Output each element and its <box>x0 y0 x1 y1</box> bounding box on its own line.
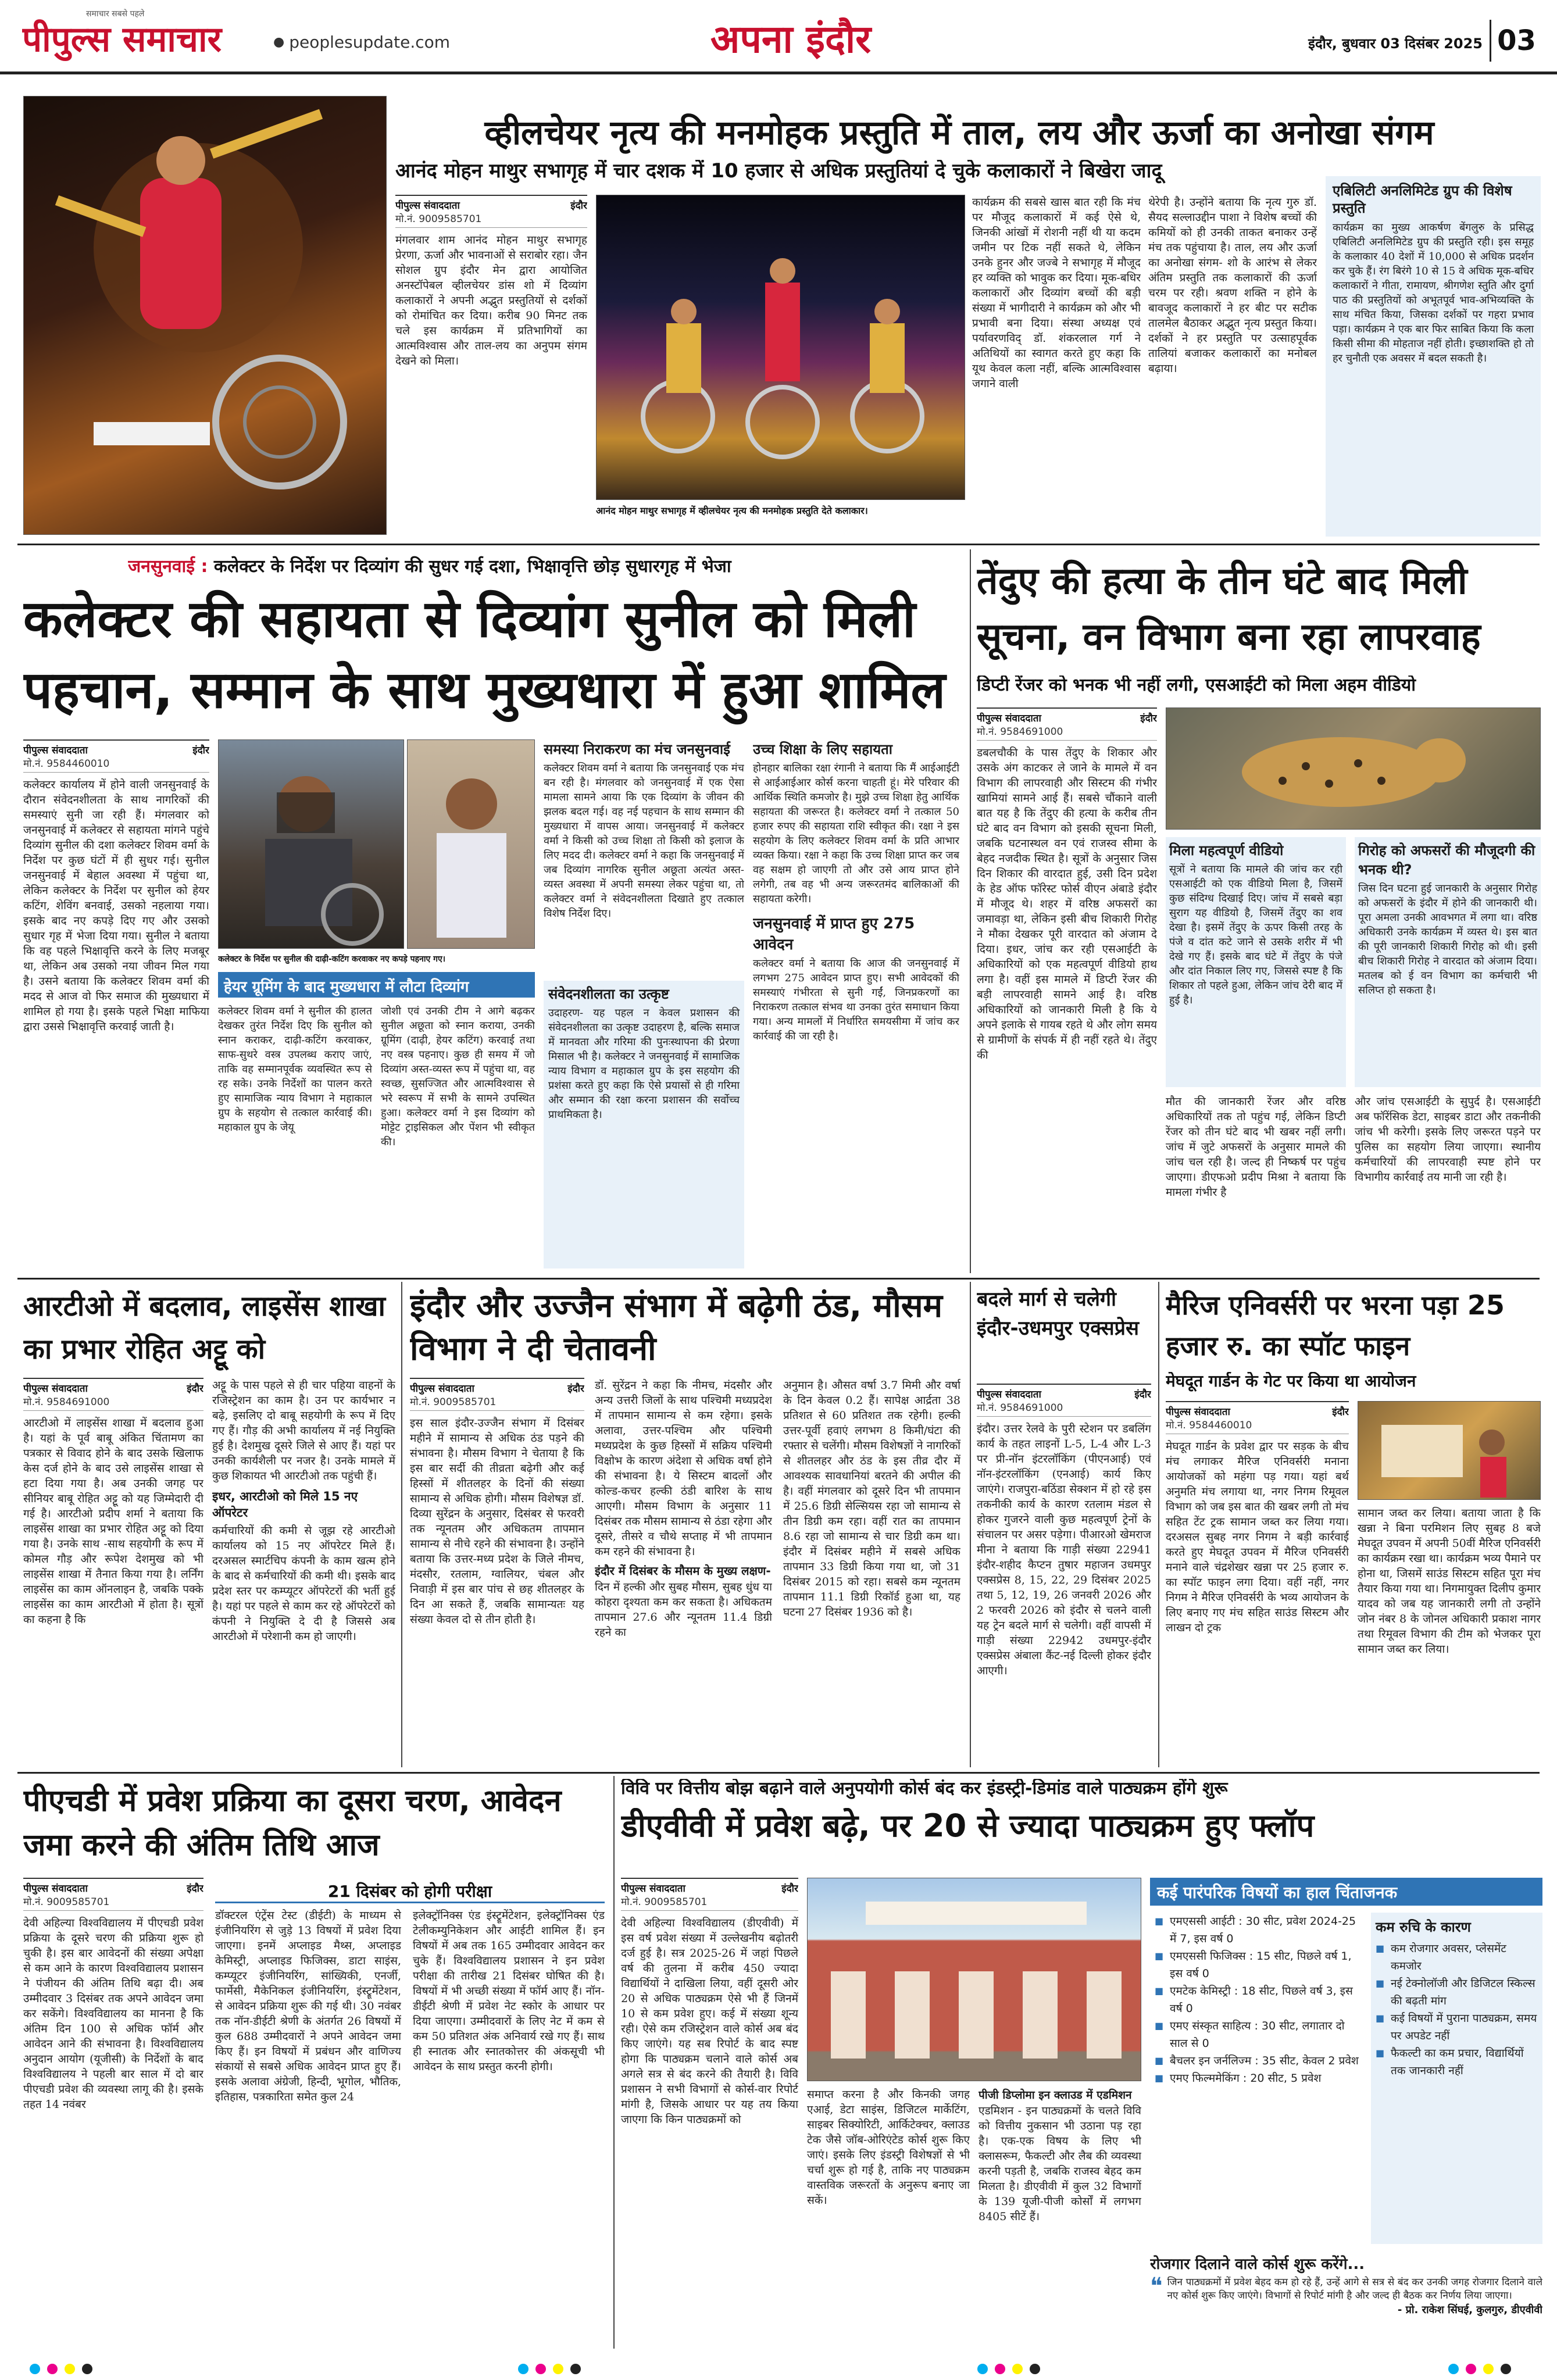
byline-name: पीपुल्स संवाददाता <box>621 1883 685 1895</box>
article2-col-sensitivity <box>544 981 744 1268</box>
website-link[interactable] <box>273 30 471 53</box>
section-name: अपना इंदौर <box>710 17 872 62</box>
article2-col-public-hearing <box>544 739 744 978</box>
article-leopard-killing <box>977 548 1544 1274</box>
article1-col3: थेरेपी है। उन्होंने बताया कि नृत्य गुरु डॉ. सैयद सल्लाउद्दीन पाशा ने विशेष बच्चों की कमियों को ही उनकी ताकत बनाकर उन्हें मंच तक पहुंचाया है। ताल, लय और ऊर्जा का अनोखा संगम- शो के आरंभ से लेकर अंतिम प्रस्तुति तक कलाकारों की ऊर्जा चरम पर रही। श्रवण शक्ति न होने के बावजूद कलाकारों ने हर बीट पर सटीक तालमेल बैठाकर अद्भुत नृत्य प्रस्तुत किया। दर्शकों ने हर प्रस्तुति पर उत्साहपूर्वक तालियां बजाकर कलाकारों का मनोबल बढ़ाया। <box>1148 196 1317 375</box>
divider <box>613 1776 615 2349</box>
article1-col1: मंगलवार शाम आनंद मोहन माथुर सभागृह प्रेरणा, ऊर्जा और भावनाओं से सराबोर रहा। जैन सोशल ग्रुप इंदौर मेन द्वारा आयोजित अनस्टॉपेबल व्हीलचेयर डांस शो में दिव्यांग कलाकारों ने अपनी अद्भुत प्रस्तुतियों से दर्शकों को रोमांचित कर दिया। करीब 90 मिनट तक चले इस कार्यक्रम में प्रतिभागियों का आत्मविश्वास और ताल-लय का अनुपम संगम देखने को मिला। <box>395 234 587 367</box>
article1-deck: आनंद मोहन माथुर सभागृह में चार दशक में 10 हजार से अधिक प्रस्तुतियां दे चुके कलाकारों ने बिखेरा जादू <box>395 160 1162 183</box>
print-registration-strip <box>0 2360 1557 2378</box>
article3-col1 <box>977 707 1157 1268</box>
article8-col1 <box>23 1878 203 2343</box>
leopard-photo <box>1166 707 1541 830</box>
article-davv-courses <box>621 1779 1542 2349</box>
article2-kicker <box>128 553 942 579</box>
subhead-applications: जनसुनवाई में प्राप्त हुए 275 आवेदन <box>753 915 915 953</box>
article9-byline <box>621 1878 798 1895</box>
article8-band: 21 दिसंबर को होगी परीक्षा <box>215 1878 605 1903</box>
masthead <box>0 0 1557 74</box>
article2-band: हेयर ग्रूमिंग के बाद मुख्यधारा में लौटा दिव्यांग <box>218 972 535 998</box>
article8-text1: देवी अहिल्या विश्वविद्यालय में पीएचडी प्रवेश प्रक्रिया के दूसरे चरण की प्रक्रिया शुरू हो चुकी है। इस बार आवेदनों की संख्या अपेक्षा से कम आने के कारण विश्वविद्यालय प्रशासन ने पंजीयन की अंतिम तिथि बढ़ा दी। अब उम्मीदवार 3 दिसंबर तक अपने आवेदन जमा कर सकेंगे। विश्वविद्यालय का मानना है कि अंतिम दिन 100 से अधिक फॉर्म और आवेदन आने की संभावना है। विश्वविद्यालय अनुदान आयोग (यूजीसी) के निर्देशों के बाद विश्वविद्यालय ने पहली बार साल में दो बार पीएचडी प्रवेश की व्यवस्था लागू की है। इसके तहत 14 नवंबर <box>23 1917 203 2111</box>
divider <box>970 549 971 1273</box>
byline-name: पीपुल्स संवाददाता <box>1166 1406 1230 1418</box>
leopard-illustration <box>1166 708 1541 830</box>
article9-kicker: विवि पर वित्तीय बोझ बढ़ाने वाले अनुपयोगी कोर्स बंद कर इंडस्ट्री-डिमांड वाले पाठ्यक्रम होंगे शुरू <box>621 1779 1228 1799</box>
byline-city: इंदौर <box>567 1383 584 1395</box>
wheelchair-group-photo <box>596 195 965 500</box>
article5-text1: इस साल इंदौर-उज्जैन संभाग में दिसंबर महीने में सामान्य से अधिक ठंड पड़ने की संभावना है। मौसम विभाग ने चेताया है कि इस बार सर्दी की तीव्रता बढ़ेगी और कई हिस्सों में शीतलहर के दिनों की संख्या सामान्य से अधिक होगी। मौसम विशेषज्ञ डॉ. दिव्या सुरेंद्रन के अनुसार, दिसंबर से फरवरी तक न्यूनतम और अधिकतम तापमान सामान्य से नीचे रहने की संभावना है। उन्होंने बताया कि उत्तर-मध्य प्रदेश के जिले नीमच, मंदसौर, रतलाम, ग्वालियर, चंबल और निवाड़ी में इस बार पांच से छह शीतलहर के दिन आ सकते हैं, जबकि सामान्यतः यह संख्या केवल दो से तीन होती है। <box>410 1417 584 1626</box>
article8-mobile: मो.नं. 9009585701 <box>23 1895 203 1911</box>
article1-byline <box>395 195 587 212</box>
infobox-heading: कई पारंपरिक विषयों का हाल चिंताजनक <box>1150 1878 1542 1906</box>
article2-photo-caption: कलेक्टर के निर्देश पर सुनील की दाढ़ी-कटिंग करवाकर नए कपड़े पहनाए गए। <box>218 955 445 964</box>
article6-mobile: मो.नं. 9584691000 <box>977 1400 1151 1417</box>
article9-text3: एडमिशन - इन पाठ्यक्रमों के चलते विवि को वित्तीय नुकसान भी उठाना पड़ रहा है। एक-एक विषय के लिए भी क्लासरूम, फैकल्टी और लैब की व्यवस्था करनी पड़ती है, जबकि राजस्व बेहद कम मिलता है। डीएवीवी में कुल 32 विभागों के 139 यूजी-पीजी कोर्सों में लगभग 8405 सीटें हैं। <box>979 2104 1141 2223</box>
article2-mobile: मो.नं. 9584460010 <box>23 756 209 773</box>
subhead-video: मिला महत्वपूर्ण वीडियो <box>1169 842 1284 859</box>
article4-headline: आरटीओ में बदलाव, लाइसेंस शाखा का प्रभार रोहित अट्टू को <box>23 1290 385 1366</box>
subhead-sensitivity: संवेदनशीलता का उत्कृष्ट <box>548 986 669 1002</box>
stage-illustration <box>597 195 966 501</box>
byline-name: पीपुल्स संवाददाता <box>410 1383 474 1395</box>
article6-col1 <box>977 1384 1151 1767</box>
reasons-box <box>1371 1913 1542 2244</box>
education-text: होनहार बालिका रक्षा रंगानी ने बताया कि मैं आईआईटी से आईआईआर कोर्स करना चाहती हूं। मेरे परिवार की आर्थिक स्थिति कमजोर है। मुझे उच्च शिक्षा हेतु आर्थिक सहायता की जरूरत है। कलेक्टर वर्मा ने तत्काल 50 हजार रुपए की सहायता राशि स्वीकृत की। रक्षा ने इस सहयोग के लिए कलेक्टर शिवम वर्मा के प्रति आभार व्यक्त किया। रक्षा ने कहा कि उच्च शिक्षा प्राप्त कर जब वह सक्षम हो जाएगी तो और उसे आय प्राप्त होने लगेगी, तब वह भी अन्य जरूरतमंद बालिकाओं की सहायता करेगी। <box>753 762 959 905</box>
article9-headline: डीएवीवी में प्रवेश बढ़े, पर 20 से ज्यादा पाठ्यक्रम हुए फ्लॉप <box>621 1808 1315 1844</box>
article2-text1: कलेक्टर कार्यालय में होने वाली जनसुनवाई के दौरान संवेदनशीलता के साथ नागरिकों की समस्याएं सुनी जा रही हैं। मंगलवार को जनसुनवाई में कलेक्टर से सहायता मांगने पहुंचे दिव्यांग सुनील की दशा कलेक्टर शिवम वर्मा के निर्देश पर कुछ घंटों में ही सुधर गई। सुनील जनसुनवाई में बेहाल अवस्था में पहुंचा था, लेकिन कलेक्टर के निर्देश पर सुनील को हेयर कटिंग, शेविंग बनवाई, उसको नहलाया गया। इसके बाद नए कपड़े दिए गए और उसको सुधार गृह में भेजा दिया गया। सुनील ने बताया कि वह पहले भिक्षावृत्ति करने के लिए मजबूर था, लेकिन अब उसको नया जीवन मिल गया है। उसने बताया कि कलेक्टर शिवम वर्मा की मदद से आज वो फिर समाज की मुख्यधारा में शामिल हो गया है। इसके पहले भिक्षा माफिया द्वारा उससे भिक्षावृत्ति करवाई जाती है। <box>23 778 209 1033</box>
article4-byline <box>23 1378 203 1395</box>
list-item: ■ एमए संस्कृत साहित्य : 30 सीट, लगातार दो साल से 0 <box>1155 2017 1364 2052</box>
byline-city: इंदौर <box>187 1383 203 1395</box>
building-illustration <box>808 1878 1142 2082</box>
quote-mark-icon: ❝ <box>1150 2273 1163 2300</box>
video-text: सूत्रों ने बताया कि मामले की जांच कर रही एसआईटी को एक वीडियो मिला है, जिसमें कुछ संदिग्ध दिखाई दिए। जांच में सबसे बड़ा सुराग यह वीडियो है, जिसमें तेंदुए का शव देखा है। इसमें तेंदुए के ऊपर किसी तरह के पंजे व दांत कटे जाने से उसके शरीर में भी देखे गए हैं। इसके बाद घंटे में तेंदुए के पंजे और दांत निकाल लिए गए, जिससे स्पष्ट है कि शिकार तो पहले हुआ, लेकिन जांच देरी बाद में हुई है। <box>1169 863 1342 1006</box>
article1-headline: व्हीलचेयर नृत्य की मनमोहक प्रस्तुति में ताल, लय और ऊर्जा का अनोखा संगम <box>484 113 1434 152</box>
list-item: ■ एमएससी फिजिक्स : 15 सीट, पिछले वर्ष 1, इस वर्ष 0 <box>1155 1947 1364 1982</box>
article-cold-warning <box>410 1285 962 1773</box>
article4-mobile: मो.नं. 9584691000 <box>23 1395 203 1411</box>
article5-text2: डॉ. सुरेंद्रन ने कहा कि नीमच, मंदसौर और अन्य उत्तरी जिलों के साथ पश्चिमी मध्यप्रदेश में तापमान सामान्य से कम रहेगा। इसके अलावा, उत्तर-पश्चिम और पश्चिमी मध्यप्रदेश के कुछ हिस्सों में सक्रिय पश्चिमी विक्षोभ के कारण अंदेशा से अधिक वर्षा होने की संभावना है। ये सिस्टम बादलों और कोल्ड-कचर हल्की ठंडी बारिश के साथ आएगी। मौसम विभाग के अनुसार 11 दिसंबर तक मौसम सामान्य से ठंडा रहेगा और दूसरे, तीसरे व चौथे सप्ताह में भी तापमान कम रहने की संभावना है। <box>595 1379 772 1558</box>
list-item: ■ नई टेक्नोलॉजी और डिजिटल स्किल्स की बढ़ती मांग <box>1376 1975 1538 2010</box>
byline-city: इंदौर <box>1140 713 1157 724</box>
list-item: ■ फैकल्टी का कम प्रचार, विद्यार्थियों तक जानकारी नहीं <box>1376 2045 1538 2079</box>
course-list <box>1155 1913 1364 2087</box>
december-text: दिन में हल्की और सुबह मौसम, सुबह धुंध या कोहरा दृश्यता कम कर सकता है। अधिकतम तापमान 27.6 और न्यूनतम 11.4 डिग्री रहने का <box>595 1581 772 1639</box>
kicker-label: जनसुनवाई : <box>128 556 208 577</box>
registration-marks-icon <box>0 2360 1557 2378</box>
article3-box-gang <box>1355 837 1541 1087</box>
website-url: peoplesupdate.com <box>289 32 451 52</box>
list-item: ■ एमए फिल्ममेकिंग : 20 सीट, 5 प्रवेश <box>1155 2070 1364 2087</box>
subhead-hearing: समस्या निराकरण का मंच जनसुनवाई <box>544 741 730 757</box>
article6-text1: इंदौर। उत्तर रेलवे के पुरी स्टेशन पर डबलिंग कार्य के तहत लाइनों L-5, L-4 और L-3 पर प्री-नॉन इंटरलॉकिंग (पीएनआई) एवं नॉन-इंटरलॉकिंग (एनआई) कार्य किए जाएंगे। राजपुरा-बठिंडा सेक्शन में हो रहे इस तकनीकी कार्य के कारण रतलाम मंडल से होकर गुजरने वाली कुछ महत्वपूर्ण ट्रेनों के संचालन पर असर पड़ेगा। पीआरओ खेमराज मीना ने बताया कि गाड़ी संख्या 22941 इंदौर-शहीद कैप्टन तुषार महाजन उधमपुर एक्सप्रेस 8, 15, 22, 29 दिसंबर 2025 तथा 5, 12, 19, 26 जनवरी 2026 और 2 फरवरी 2026 को इंदौर से चलने वाली यह ट्रेन बदले मार्ग से चलेगी। वहीं वापसी में गाड़ी संख्या 22942 उधमपुर-इंदौर एक्सप्रेस अंबाला कैंट-नई दिल्ली होकर इंदौर आएगी। <box>977 1423 1151 1677</box>
byline-city: इंदौर <box>192 745 209 756</box>
article2-col1 <box>23 739 209 1268</box>
globe-icon: ● <box>273 34 285 49</box>
subhead-december: इंदौर में दिसंबर के मौसम के मुख्य लक्षण- <box>595 1564 771 1578</box>
article5-col2 <box>595 1378 772 1767</box>
quote-text: जिन पाठ्यक्रमों में प्रवेश बेहद कम हो रहे हैं, उन्हें आगे से सत्र से बंद कर उनकी जगह रोजगार दिलाने वाले नए कोर्स शुरू किए जाएंगे। विभागों से रिपोर्ट मांगी है और जल्द ही बैठक कर निर्णय लिया जाएगा। <box>1167 2277 1542 2302</box>
article5-col1 <box>410 1378 584 1767</box>
subhead-diploma: पीजी डिप्लोमा इन क्लाउड में एडमिशन <box>979 2089 1132 2102</box>
reasons-heading: कम रुचि के कारण <box>1376 1919 1471 1935</box>
article5-text3: अनुमान है। औसत वर्षा 3.7 मिमी और वर्षा के दिन केवल 0.2 हैं। सापेक्ष आर्द्रता 38 प्रतिशत से 60 प्रतिशत तक रहेगी। हल्की उत्तर-पूर्वी हवाएं लगभग 8 किमी/घंटा की रफ्तार से चलेंगी। मौसम विशेषज्ञों ने नागरिकों से शीतलहर और ठंड के इस तीव्र दौर में आवश्यक सावधानियां बरतने की अपील की है। वहीं मंगलवार को दूसरे दिन भी तापमान में 25.6 डिग्री सेल्सियस रहा जो सामान्य से तीन डिग्री कम रहा। वहीं रात का तापमान 8.6 रहा जो सामान्य से चार डिग्री कम था। इंदौर में दिसंबर महीने में सबसे अधिक तापमान 33 डिग्री किया गया था, जो 31 दिसंबर 2015 को रहा। सबसे कम न्यूनतम तापमान 11.1 डिग्री रिकॉर्ड हुआ था, यह घटना 27 दिसंबर 1936 को है। <box>783 1379 960 1618</box>
operators-text: कर्मचारियों की कमी से जूझ रहे आरटीओ कार्यालय को 15 नए ऑपरेटर मिले हैं। दरअसल स्मार्टचिप कंपनी के काम खत्म होने के बाद से कर्मचारियों की कमी थी। इसके बाद प्रदेश स्तर पर कम्प्यूटर ऑपरेटरों की भर्ती हुई है। यहां पर पहले से काम कर रहे ऑपरेटरों को कंपनी ने नियुक्ति दे दी है जिससे अब आरटीओ में परेशानी कम हो जाएगी। <box>212 1524 395 1643</box>
article7-text1: मेघदूत गार्डन के प्रवेश द्वार पर सड़क के बीच मंच लगाकर मैरिज एनिवर्सरी मनाना आयोजकों को महंगा पड़ गया। यहां बर्थ अनुमति मंच लगाया था, नगर निगम रिमूवल विभाग को जब इस बात की खबर लगी तो मंच सहित टेंट ट्रक सामान जब्त कर लिया गया। दरअसल सुबह नगर निगम ने बड़ी कार्रवाई करते हुए मेघदूत उपवन में मैरिज एनिवर्सरी मनाने वाले चंद्रशेखर खन्ना पर 25 हजार रु. का स्पॉट फाइन लगा दिया। वहीं नहीं, नगर निगम ने मैरिज एनिवर्सरी के भव्य आयोजन के लिए बनाए गए मंच सहित साउंड सिस्टम और लाखन दो ट्रक <box>1166 1440 1349 1634</box>
divider <box>17 1772 1540 1774</box>
dancer-photo <box>23 96 387 535</box>
page-number: 03 <box>1490 20 1542 62</box>
byline-name: पीपुल्स संवाददाता <box>977 1389 1041 1400</box>
article9-quote <box>1150 2253 1542 2346</box>
list-item: ■ एमएससी आईटी : 30 सीट, प्रवेश 2024-25 में 7, इस वर्ष 0 <box>1155 1913 1364 1947</box>
article9-text2: समाप्त करना है और किनकी जगह एआई, डेटा साइंस, डिजिटल मार्केटिंग, साइबर सिक्योरिटी, आर्किटेक्चर, क्लाउड टेक जैसे जॉब-ओरिएंटेड कोर्स शुरू किए जाएं। इसके लिए इंडस्ट्री विशेषज्ञों से भी चर्चा शुरू हो गई है, ताकि नए पाठ्यक्रम वास्तविक जरूरतों के अनुरूप बनाए जा सकें। <box>807 2088 970 2207</box>
sensitivity-text: उदाहरण- यह पहल न केवल प्रशासन की संवेदनशीलता का उत्कृष्ट उदाहरण है, बल्कि समाज में मानवता और गरिमा की पुनःस्थापना की प्रेरणा मिसाल भी है। कलेक्टर ने जनसुनवाई में सामाजिक न्याय विभाग व महाकाल ग्रुप के इस सहयोग की प्रशंसा करते हुए कहा कि ऐसे प्रयासों से ही गरिमा और सम्मान की रक्षा करना प्रशासन की सर्वोच्च प्राथमिकता है। <box>548 1007 740 1121</box>
applications-text: कलेक्टर वर्मा ने बताया कि आज की जनसुनवाई में लगभग 275 आवेदन प्राप्त हुए। सभी आवेदकों की समस्याएं गंभीरता से सुनी गईं, जिनप्रकरणों का निराकरण तत्काल संभव था उनका तुरंत समाधान किया गया। अन्य मामलों में निर्धारित समयसीमा में जांच कर कार्रवाई की जा रही है। <box>753 957 959 1042</box>
divider <box>1158 1282 1159 1767</box>
article9-col2 <box>807 2087 970 2343</box>
byline-city: इंदौर <box>187 1883 203 1895</box>
reasons-list <box>1376 1940 1538 2079</box>
article-anniversary-fine <box>1166 1285 1541 1773</box>
dancer-illustration <box>24 97 387 535</box>
quote-body <box>1150 2273 1542 2303</box>
article-phd-admission <box>23 1779 608 2349</box>
divider <box>401 1282 402 1767</box>
quote-author: - प्रो. राकेश सिंघई, कुलगुरु, डीएवीवी <box>1397 2304 1542 2316</box>
article8-text2: डॉक्टरल एंट्रेंस टेस्ट (डीईटी) के माध्यम से इंजीनियरिंग से जुड़े 13 विषयों में प्रवेश दिया जाएगा। इनमें अप्लाइड मैथ्स, अप्लाइड केमिस्ट्री, अप्लाइड फिजिक्स, डाटा साइंस, कम्प्यूटर इंजीनियरिंग, सांख्यिकी, एनर्जी, फार्मेसी, मैकेनिकल इंजीनियरिंग, इंस्ट्रूमेंटेशन, से आवेदन प्रक्रिया शुरू की गई थी। 30 नवंबर तक नॉन-डीईटी श्रेणी के अंतर्गत 26 विषयों में कुल 688 उम्मीदवारों ने अपने आवेदन जमा किए हैं। इन विषयों में प्रबंधन और वाणिज्य संकायों से सबसे अधिक आवेदन प्राप्त हुए हैं। इसके अलावा अंग्रेजी, हिन्दी, भूगोल, भौतिक, इतिहास, पत्रकारिता समेत कुल 24 <box>215 1909 401 2103</box>
logo-tagline: समाचार सबसे पहले <box>86 9 145 19</box>
article3-text1: डबलचौकी के पास तेंदुए के शिकार और उसके अंग काटकर ले जाने के मामले में वन विभाग की लापरवाही और सिस्टम की गंभीर खामियां सामने आई हैं। सबसे चौंकाने वाली बात यह है कि तेंदुए की हत्या के करीब तीन घंटे बाद वन विभाग को इसकी सूचना मिली, जबकि घटनास्थल वन एवं राजस्व सीमा के बेहद नजदीक स्थित है। सूत्रों के अनुसार जिस दिन शिकार की वारदात हुई, उसी दिन प्रदेश के हेड ऑफ फॉरेस्ट फोर्स वीएन अंबाडे इंदौर में मौजूद थे। शहर में वरिष्ठ अफसरों का जमावड़ा था, लेकिन इसी बीच शिकारी गिरोह ने मौका देखकर पूरी वारदात को अंजाम दे दिया। इधर, जांच कर रही एसआईटी के अधिकारियों को एक महत्वपूर्ण वीडियो हाथ लगा है। वहीं इस मामले में डिप्टी रेंजर की बड़ी लापरवाही सामने आई है। वरिष्ठ अधिकारियों को जानकारी मिली है कि ये अपने इलाके से गायब रहते थे और लोग समय से ग्रामीणों के संपर्क में ही नहीं रहते थे। तेंदुए की <box>977 746 1157 1062</box>
sunil-after-photo <box>407 739 535 949</box>
article1-byline-block <box>395 195 587 532</box>
list-item: ■ बैचलर इन जर्नलिज्म : 35 सीट, केवल 2 प्रवेश <box>1155 2052 1364 2070</box>
stage-seized-illustration <box>1358 1402 1541 1500</box>
divider <box>17 1278 1540 1280</box>
byline-name: पीपुल्स संवाददाता <box>23 1383 88 1395</box>
article7-col1 <box>1166 1401 1349 1767</box>
sidebar-heading: एबिलिटी अनलिमिटेड ग्रुप की विशेष प्रस्तुति <box>1333 183 1512 216</box>
divider <box>970 1282 971 1767</box>
byline-name: पीपुल्स संवाददाता <box>977 713 1041 724</box>
article8-text3: इलेक्ट्रॉनिक्स एंड इंस्ट्रूमेंटेशन, इलेक्ट्रॉनिक्स एंड टेलीकम्युनिकेशन और आईटी शामिल हैं। इन विषयों में अब तक 165 उम्मीदवार आवेदन कर चुके हैं। विश्वविद्यालय प्रशासन ने इन प्रवेश परीक्षा की तारीख 21 दिसंबर घोषित की है। विषयों में भी अच्छी संख्या में फॉर्म आए हैं। नॉन-डीईटी श्रेणी में प्रवेश नेट स्कोर के आधार पर दिया जाएगा। उम्मीदवारों के लिए नेट में कम से कम 50 प्रतिशत अंक अनिवार्य रखे गए हैं। साथ ही स्नातक और स्नातकोत्तर की अंकसूची भी आवेदन के साथ प्रस्तुत करनी होगी। <box>413 1909 605 2073</box>
article2-headline: कलेक्टर की सहायता से दिव्यांग सुनील को मिली पहचान, सम्मान के साथ मुख्यधारा में हुआ शामिल <box>23 589 946 720</box>
article3-text3: और जांच एसआईटी के सुपुर्द है। एसआईटी अब फॉरेंसिक डेटा, साइबर डाटा और तकनीकी जांच भी करेगी। इसके लिए जरूरत पड़ने पर पुलिस का सहयोग लिया जाएगा। स्थानीय कर्मचारियों की लापरवाही स्पष्ट होने पर विभागीय कार्रवाई तय मानी जा रही है। <box>1355 1095 1541 1184</box>
logo-text: पीपुल्स समाचार <box>22 19 222 60</box>
byline-name: पीपुल्स संवाददाता <box>395 200 460 212</box>
dateline: इंदौर, बुधवार 03 दिसंबर 2025 <box>1308 35 1483 52</box>
article-wheelchair-dance <box>0 78 1557 541</box>
article9-mobile: मो.नं. 9009585701 <box>621 1895 798 1911</box>
article1-mobile: मो.नं. 9009585701 <box>395 212 587 228</box>
article5-headline: इंदौर और उज्जैन संभाग में बढ़ेगी ठंड, मौसम विभाग ने दी चेतावनी <box>410 1287 943 1368</box>
article4-text1: आरटीओ में लाइसेंस शाखा में बदलाव हुआ है। यहां के पूर्व बाबू अंकित चिंतामण का पत्रकार से विवाद होने के बाद उसके खिलाफ केस दर्ज होने के बाद उसे लाइसेंस शाखा से हटा दिया गया है। अब उनकी जगह पर सीनियर बाबू रोहित अट्टू को यह जिम्मेदारी दी गई है। आरटीओ प्रदीप शर्मा ने बताया कि लाइसेंस शाखा का प्रभार रोहित अट्टू को दिया गया है। उनके साथ -साथ सहयोगी के रूप में कोमल गौड़ और रूपेश देशमुख को भी लाइसेंस शाखा में तैनात किया गया है। लर्निंग लाइसेंस का काम ऑनलाइन है, जबकि पक्के लाइसेंस का काम आरटीओ में होता है। सूत्रों का कहना है कि <box>23 1417 203 1626</box>
article5-byline <box>410 1378 584 1395</box>
article6-byline <box>977 1384 1151 1400</box>
article2-byline <box>23 739 209 756</box>
article3-byline <box>977 707 1157 724</box>
list-item: ■ एमटेक केमिस्ट्री : 18 सीट, पिछले वर्ष 3, इस वर्ष 0 <box>1155 1982 1364 2017</box>
article3-headline: तेंदुए की हत्या के तीन घंटे बाद मिली सूचना, वन विभाग बना रहा लापरवाह <box>977 560 1481 659</box>
quote-heading: रोजगार दिलाने वाले कोर्स शुरू करेंगे... <box>1150 2256 1365 2273</box>
article-collector-help <box>0 548 968 1274</box>
subhead-gang: गिरोह को अफसरों की मौजूदगी की भनक थी? <box>1358 842 1535 878</box>
article3-mobile: मो.नं. 9584691000 <box>977 724 1157 741</box>
gang-text: जिस दिन घटना हुई जानकारी के अनुसार गिरोह को अफसरों के इंदौर में होने की जानकारी थी। पूरा अमला उनकी आवभगत में लगा था। वरिष्ठ अधिकारी उनके कार्यक्रम में व्यस्त थे। इस बात की पूरी जानकारी शिकारी गिरोह को थी। इसी बीच शिकारी गिरोह ने वारदात को अंजाम दिया। मतलब को ई वन विभाग का कर्मचारी भी सलिप्त हो सकता है। <box>1358 882 1537 996</box>
byline-city: इंदौर <box>1332 1406 1349 1418</box>
article9-infobox <box>1150 1878 1542 2250</box>
sidebar-text: कार्यक्रम का मुख्य आकर्षण बेंगलुरु के प्रसिद्ध एबिलिटी अनलिमिटेड ग्रुप की प्रस्तुति रही। इस समूह के कलाकार 40 देशों में 10,000 से अधिक प्रदर्शन कर चुके हैं। रंग बिरंगे 10 से 15 वे अधिक मूक-बधिर कलाकारों ने गीता, रामायण, श्रीगणेश स्तुति और दुर्गा पाठ की प्रस्तुतियों को अभूतपूर्व भाव-अभिव्यक्ति के साथ मंचित किया, जिसका दर्शकों पर गहरा प्रभाव पड़ा। कार्यक्रम ने एक बार फिर साबित किया कि कला किसी सीमा की मोहताज नहीं होती। इच्छाशक्ति हो तो हर चुनौती एक अवसर में बदल सकती है। <box>1333 221 1534 364</box>
stage-seized-photo <box>1358 1401 1541 1500</box>
byline-city: इंदौर <box>570 200 587 212</box>
byline-city: इंदौर <box>781 1883 798 1895</box>
byline-city: इंदौर <box>1134 1389 1151 1400</box>
article2-grooming-col2: जोशी एवं उनकी टीम ने आगे बढ़कर सुनील अछूता को स्नान कराया, उनकी ग्रूमिंग (दाढ़ी, हेयर कटिंग) करवाई तथा नए वस्त्र पहनाए। कुछ ही समय में जो दिव्यांग अस्त-व्यस्त रूप में पहुंचा था, वह स्वच्छ, सुसज्जित और आत्मविश्वास से भरे स्वरूप में सभी के सामने उपस्थित हुआ। कलेक्टर वर्मा ने इस दिव्यांग को मोट्टेट ट्राइसिकल और पेंशन भी स्वीकृत की। <box>381 1005 535 1148</box>
sunil-before-photo <box>218 739 404 949</box>
article7-text2: सामान जब्त कर लिया। बताया जाता है कि खन्ना ने बिना परमिशन लिए सुबह 8 बजे मेघदूत उपवन में अपनी 50वीं मैरिज एनिवर्सरी का कार्यक्रम रखा था। कार्यक्रम भव्य पैमाने पर होना था, जिसमें साउंड सिस्टम सहित पूरा मंच तैयार किया गया था। निगमायुक्त दिलीप कुमार यादव को जब यह जानकारी लगी तो उन्होंने जोन नंबर 8 के जोनल अधिकारी प्रकाश नागर तथा रिमूवल विभाग की टीम को भेजकर पूरा सामान जब्त कर लिया। <box>1358 1507 1541 1656</box>
article6-headline: बदले मार्ग से चलेगी इंदौर-उधमपुर एक्सप्रेस <box>977 1288 1139 1340</box>
article7-byline <box>1166 1401 1349 1418</box>
person-after-illustration <box>408 740 535 949</box>
list-item: ■ कम रोजगार अवसर, प्लेसमेंट कमजोर <box>1376 1940 1538 1975</box>
article7-mobile: मो.नं. 9584460010 <box>1166 1418 1349 1434</box>
article7-headline: मैरिज एनिवर्सरी पर भरना पड़ा 25 हजार रु. का स्पॉट फाइन <box>1166 1289 1505 1361</box>
article3-deck: डिप्टी रेंजर को भनक भी नहीं लगी, एसआईटी को मिला अहम वीडियो <box>977 676 1416 695</box>
subhead-operators: इधर, आरटीओ को मिले 15 नए ऑपरेटर <box>212 1489 358 1520</box>
article5-mobile: मो.नं. 9009585701 <box>410 1395 584 1411</box>
divider <box>17 544 1540 545</box>
article9-col3 <box>979 2087 1141 2343</box>
article9-text1: देवी अहिल्या विश्वविद्यालय (डीएवीवी) में इस वर्ष प्रवेश संख्या में उल्लेखनीय बढ़ोतरी दर्ज हुई है। सत्र 2025-26 में जहां पिछले वर्ष की तुलना में करीब 450 ज्यादा विद्यार्थियों ने दाखिला लिया, वहीं दूसरी ओर 20 से अधिक पाठ्यक्रम ऐसे भी हैं जिनमें 10 से कम प्रवेश हुए। कई में संख्या शून्य रही। ऐसे कम रजिस्ट्रेशन वाले कोर्स अब बंद किए जाएंगे। यह सब रिपोर्ट के बाद स्पष्ट होगा कि पाठ्यक्रम चलाने वाले कोर्स अब अगले सत्र से बंद करने की तैयारी है। विवि प्रशासन ने सभी विभागों से कोर्स-वार रिपोर्ट मांगी है, जिसके आधार पर यह तय किया जाएगा कि किन पाठ्यक्रमों को <box>621 1917 798 2126</box>
article1-photo-caption: आनंद मोहन माथुर सभागृह में व्हीलचेयर नृत्य की मनमोहक प्रस्तुति देते कलाकार। <box>596 505 868 516</box>
list-item: ■ कई विषयों में पुराना पाठ्यक्रम, समय पर अपडेट नहीं <box>1376 2010 1538 2045</box>
article1-col2: कार्यक्रम की सबसे खास बात रही कि मंच पर मौजूद कलाकारों में कई ऐसे थे, जिनकी आंखों में रोशनी नहीं थी या कदम जमीन पर टिक नहीं सकते थे, लेकिन उनके हुनर और जज्बे ने सभागृह में मौजूद हर व्यक्ति को भावुक कर दिया। मूक-बधिर कलाकारों और दिव्यांग बच्चों की बड़ी संख्या में भागीदारी ने कार्यक्रम को और भी प्रभावी बना दिया। संस्था अध्यक्ष एवं पर्यावरणविद् डॉ. शंकरलाल गर्ग ने अतिथियों का स्वागत करते हुए कहा कि यूथ केवल कला नहीं, बल्कि आत्मविश्वास जगाने वाली <box>972 196 1141 390</box>
newspaper-logo <box>22 8 290 64</box>
article-train-diversion <box>977 1285 1151 1773</box>
article4-text2: अट्टू के पास पहले से ही चार पहिया वाहनों के रजिस्ट्रेशन का काम है। उन पर कार्यभार न बढ़े, इसलिए दो बाबू सहयोगी के रूप में दिए गए हैं। गौड़ की अभी कार्यालय में नई नियुक्ति हुई है। देशमुख दूसरे जिले से आए हैं। यहां पर उनकी कार्यशैली पर नजर है। उनके मामले में कुछ शिकायत भी आरटीओ तक पहुंची हैं। <box>212 1379 395 1482</box>
article7-deck: मेघदूत गार्डन के गेट पर किया था आयोजन <box>1166 1372 1416 1391</box>
article8-byline <box>23 1878 203 1895</box>
article1-sidebar <box>1326 176 1541 537</box>
byline-name: पीपुल्स संवाददाता <box>23 1883 88 1895</box>
article8-headline: पीएचडी में प्रवेश प्रक्रिया का दूसरा चरण, आवेदन जमा करने की अंतिम तिथि आज <box>23 1784 562 1863</box>
article3-box-video <box>1166 837 1346 1087</box>
kicker-text: कलेक्टर के निर्देश पर दिव्यांग की सुधर गई दशा, भिक्षावृत्ति छोड़ सुधारगृह में भेजा <box>213 556 731 577</box>
article2-grooming-col1: कलेक्टर शिवम वर्मा ने सुनील की हालत देखकर तुरंत निर्देश दिए कि सुनील को स्नान कराकर, दाढ़ी-कटिंग करवाकर, साफ-सुथरे वस्त्र उपलब्ध कराए जाएं, ताकि वह सम्मानपूर्वक व्यवस्थित रूप से रह सके। उनके निर्देशों का पालन करते हुए सामाजिक न्याय विभाग ने महाकाल ग्रुप के सहयोग से तत्काल कार्रवाई की। महाकाल ग्रुप के जेयू <box>218 1005 372 1134</box>
article2-col-education <box>753 739 959 1268</box>
byline-name: पीपुल्स संवाददाता <box>23 745 88 756</box>
article9-col1 <box>621 1878 798 2343</box>
hearing-text: कलेक्टर शिवम वर्मा ने बताया कि जनसुनवाई एक मंच बन रही है। मंगलवार को जनसुनवाई में एक ऐसा मामला सामने आया कि एक दिव्यांग के जीवन की झलक बदल गई। वह नई पहचान के साथ सम्मान की मुख्यधारा में वापस आया। जनसुनवाई में कलेक्टर वर्मा ने किसी को उच्च शिक्षा तो किसी को इलाज के लिए मदद दी। कलेक्टर वर्मा ने कहा कि जनसुनवाई में जब दिव्यांग नागरिक सुनील अछूता अत्यंत अस्त-व्यस्त अवस्था में अपनी समस्या लेकर पहुंचा था, तो कलेक्टर वर्मा ने संवेदनशीलता दिखाते हुए तत्काल विशेष निर्देश दिए। <box>544 762 744 920</box>
person-before-illustration <box>219 740 405 949</box>
university-building-photo <box>807 1878 1141 2081</box>
article3-text2: मौत की जानकारी रेंजर और वरिष्ठ अधिकारियों तक तो पहुंच गई, लेकिन डिप्टी रेंजर को तीन घंटे बाद भी खबर नहीं लगी। जांच में जुटे अफसरों के अनुसार मामले की जांच चल रही है। जल्द ही निष्कर्ष पर पहुंच जाएगा। डीएफओ प्रदीप मिश्रा ने बताया कि मामला गंभीर है <box>1166 1095 1346 1199</box>
subhead-education: उच्च शिक्षा के लिए सहायता <box>753 741 893 757</box>
